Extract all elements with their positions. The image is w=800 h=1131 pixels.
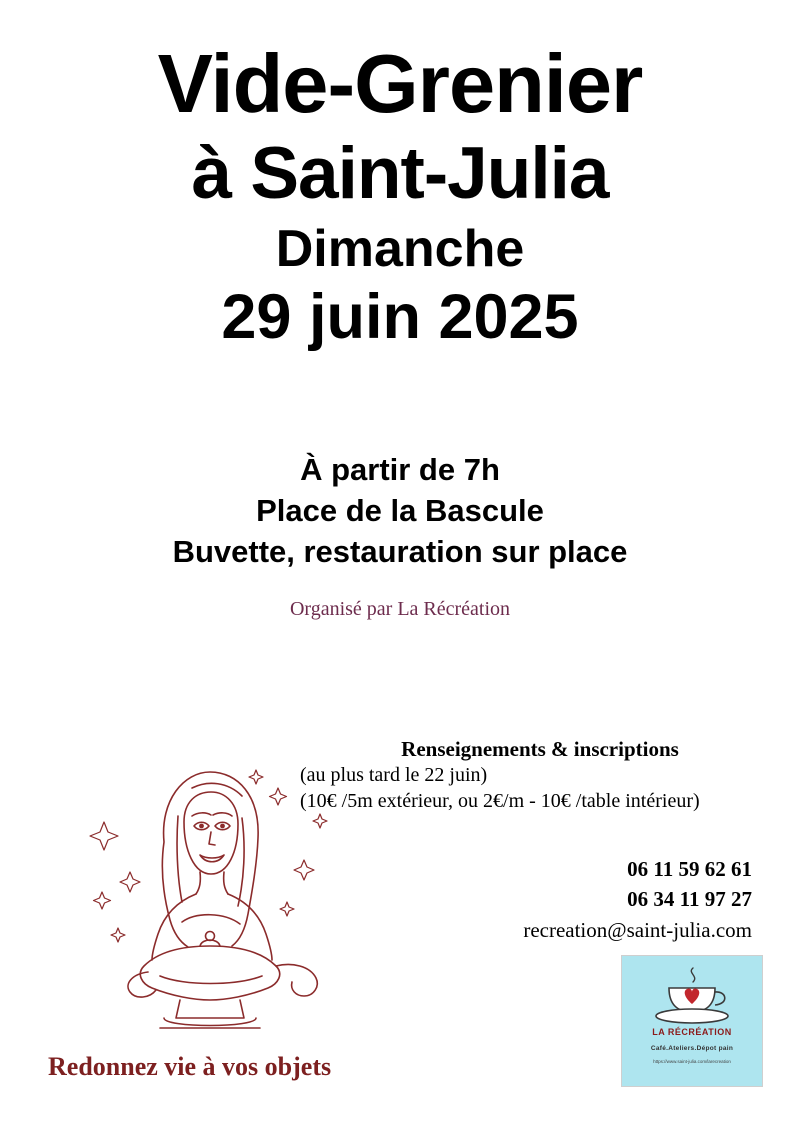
event-details xyxy=(0,449,800,573)
contact-block xyxy=(523,855,752,946)
coffee-cup-icon xyxy=(622,962,762,1026)
logo-subtitle: Café.Ateliers.Dépot pain xyxy=(650,1045,734,1052)
registration-prices: (10€ /5m extérieur, ou 2€/m - 10€ /table intérieur) xyxy=(300,790,700,812)
organiser-line: Organisé par La Récréation xyxy=(289,598,511,621)
genie-lamp-illustration xyxy=(72,752,342,1042)
contact-email[interactable]: recreation@saint-julia.com xyxy=(523,917,752,942)
poster-title-line-3: Dimanche xyxy=(275,220,525,279)
poster-title-line-4: 29 juin 2025 xyxy=(221,282,579,353)
logo-url: https://www.saint-julia.com/larecreation xyxy=(653,1059,731,1064)
association-logo-card xyxy=(621,955,763,1087)
registration-deadline: (au plus tard le 22 juin) xyxy=(300,764,488,786)
poster-title-line-2: à Saint-Julia xyxy=(191,132,609,214)
registration-info xyxy=(300,737,780,814)
poster-slogan: Redonnez vie à vos objets xyxy=(48,1052,332,1081)
event-services: Buvette, restauration sur place xyxy=(172,534,628,570)
event-place: Place de la Bascule xyxy=(256,492,544,528)
poster-title-line-1: Vide-Grenier xyxy=(157,37,643,130)
contact-phone-2: 06 34 11 97 27 xyxy=(627,886,752,911)
title-block xyxy=(0,0,800,353)
registration-heading: Renseignements & inscriptions xyxy=(401,737,679,761)
event-time: À partir de 7h xyxy=(300,451,500,487)
contact-phone-1: 06 11 59 62 61 xyxy=(627,857,752,881)
logo-name: LA RÉCRÉATION xyxy=(652,1027,732,1037)
